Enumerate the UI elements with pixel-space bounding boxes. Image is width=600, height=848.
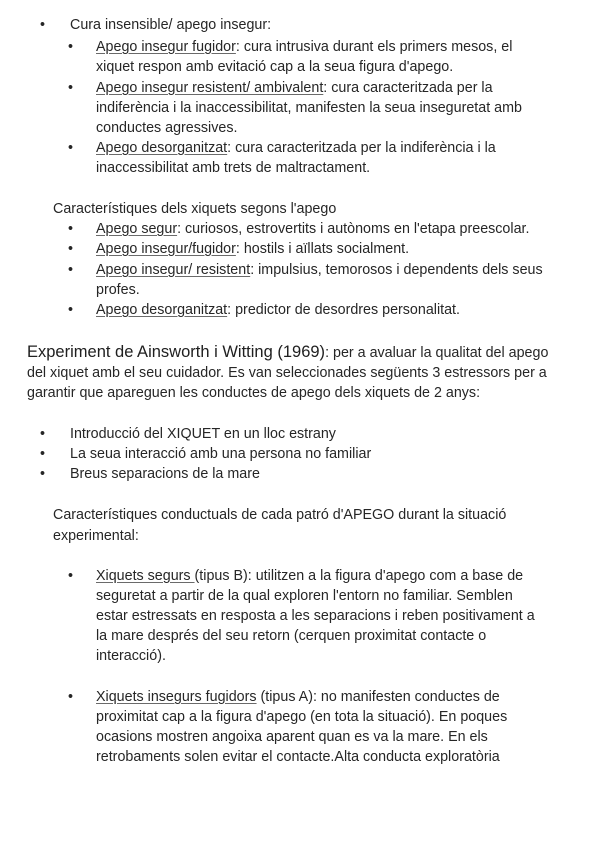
item-text: estar estressats en resposta a les separacions i reben positivament a <box>96 608 535 624</box>
item-text: interacció). <box>96 648 166 664</box>
item-text: seguretat a partir de la qual exploren l'entorn no familiar. Semblen <box>96 588 513 604</box>
item-text: conductes agressives. <box>96 120 238 136</box>
term: Apego insegur fugidor <box>96 39 236 55</box>
stressor-text: Breus separacions de la mare <box>70 466 260 482</box>
item-text: (tipus A): no manifesten conductes de <box>256 689 500 705</box>
bullet: • <box>68 80 74 96</box>
experiment-title: Experiment de Ainsworth i Witting (1969) <box>27 343 326 361</box>
bullet: • <box>40 466 46 482</box>
stressor-text: La seua interacció amb una persona no familiar <box>70 446 372 462</box>
bullet: • <box>68 39 74 55</box>
item-text: retrobaments solen evitar el contacte.Alta conducta exploratòria <box>96 749 500 765</box>
item-text: inaccessibilitat amb trets de maltractament. <box>96 160 371 176</box>
section1-title-colon: : <box>267 17 272 33</box>
experiment-text: : per a avaluar la qualitat del apego <box>325 345 549 361</box>
term: Apego insegur/ resistent <box>96 262 251 278</box>
experiment-paragraph <box>27 342 587 404</box>
bullet: • <box>68 221 74 237</box>
document-page: • Cura insensible/ apego insegur: • Apego insegur fugidor: cura intrusiva durant els primers mesos, el xiquet respon amb evitació cap a la seua figura d'apego. • Apego insegur resistent/ ambivalent: cura caracteritzada per la indiferència i la inaccessibilitat, manifesten la seua inseguretat amb conductes agressives. • Apego desorganitzat: cura caracteritzada per la indiferència i la inaccessibilitat amb trets de maltractament. Característiques dels xiquets segons l'apego • Apego segur: curiosos, estrovertits i autònoms en l'etapa preescolar. • Apego insegur/fugidor: hostils i aïllats socialment. • Apego insegur/ resistent: impulsius, temorosos i dependents dels seus profes. • Apego desorganitzat: predictor de desordres personalitat. Experiment de Ainsworth i Witting (1969): per a avaluar la qualitat del apego del xiquet amb el seu cuidador. Es van seleccionades següents 3 estressors per a garantir que apareguen les conductes de apego dels xiquets de 2 anys: • Introducció del XIQUET en un lloc estrany • La seua interacció amb una persona no familiar • Breus separacions de la mare Característiques conductuals de cada patró d'APEGO durant la situació experimental: • Xiquets segurs (tipus B): utilitzen a la figura d'apego com a base de seguretat a partir de la qual exploren l'entorn no familiar. Semblen estar estressats en resposta a les separacions i reben positivament a la mare després del seu retorn (cerquen proximitat contacte o interacció). • Xiquets insegurs fugidors (tipus A): no manifesten conductes de proximitat cap a la figura d'apego (en tota la situació). En poques ocasions mostren angoixa aparent quan es va la mare. En els retrobaments solen evitar el contacte.Alta conducta exploratòria <box>0 0 600 848</box>
item-text: : curiosos, estrovertits i autònoms en l'etapa preescolar. <box>177 221 530 237</box>
experiment-text: garantir que apareguen les conductes de apego dels xiquets de 2 anys: <box>27 385 481 402</box>
item-text: proximitat cap a la figura d'apego (en tota la situació). En poques <box>96 709 508 725</box>
term: Xiquets insegurs fugidors <box>96 689 257 705</box>
term: Apego insegur resistent/ ambivalent <box>96 80 324 96</box>
item-text: (tipus B): utilitzen a la figura d'apego com a base de <box>194 568 524 584</box>
item-text: : impulsius, temorosos i dependents dels seus <box>250 262 543 278</box>
term: Apego segur <box>96 221 178 237</box>
section1-title: Cura insensible/ apego insegur <box>70 17 268 33</box>
term: Apego desorganitzat <box>96 140 228 156</box>
term: Xiquets segurs <box>96 568 195 584</box>
bullet: • <box>40 17 46 33</box>
bullet: • <box>68 689 74 705</box>
item-text: : cura caracteritzada per la <box>323 80 493 96</box>
bullet: • <box>68 302 74 318</box>
bullet: • <box>68 568 74 584</box>
item-text: profes. <box>96 282 140 298</box>
item-text: indiferència i la inaccessibilitat, manifesten la seua inseguretat amb <box>96 100 522 116</box>
item-text: ocasions mostren angoixa aparent quan es va la mare. En els <box>96 729 488 745</box>
bullet: • <box>68 140 74 156</box>
item-text: : hostils i aïllats socialment. <box>235 241 410 257</box>
item-text: : cura intrusiva durant els primers mesos, el <box>235 39 513 55</box>
stressor-text: Introducció del XIQUET en un lloc estrany <box>70 426 336 442</box>
experiment-text: del xiquet amb el seu cuidador. Es van seleccionades següents 3 estressors per a <box>27 365 547 382</box>
item-text: xiquet respon amb evitació cap a la seua figura d'apego. <box>96 59 454 75</box>
term: Apego insegur/fugidor <box>96 241 236 257</box>
bullet: • <box>68 241 74 257</box>
bullet: • <box>68 262 74 278</box>
item-text: la mare després del seu retorn (cerquen proximitat contacte o <box>96 628 487 644</box>
item-text: : cura caracteritzada per la indiferència i la <box>227 140 496 156</box>
section2-title: Característiques dels xiquets segons l'apego <box>53 201 337 217</box>
term: Apego desorganitzat <box>96 302 228 318</box>
bullet: • <box>40 426 46 442</box>
bullet: • <box>40 446 46 462</box>
item-text: : predictor de desordres personalitat. <box>227 302 461 318</box>
